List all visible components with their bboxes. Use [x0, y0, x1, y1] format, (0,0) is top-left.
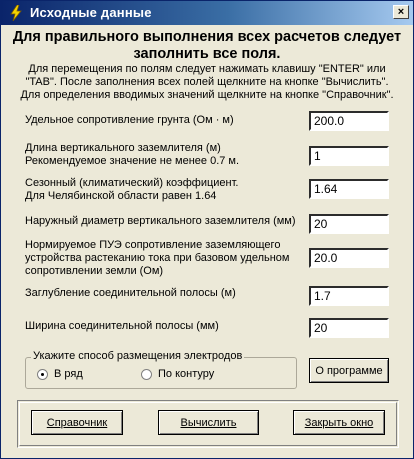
- strip-depth-input[interactable]: [309, 286, 389, 306]
- normative-resistance-label: Нормируемое ПУЭ сопротивление заземляющего устройства растеканию тока при базовом удельном сопротивлении земли (Ом): [25, 239, 290, 277]
- electrode-diameter-label: Наружный диаметр вертикального заземлителя (мм): [25, 215, 296, 227]
- close-button-label: Закрыть окно: [304, 416, 374, 429]
- heading-line-2: заполнить все поля.: [133, 46, 281, 62]
- calculate-button[interactable]: [158, 410, 259, 435]
- seasonal-coefficient-label: Сезонный (климатический) коэффициент. Для Челябинской области равен 1.64: [25, 177, 239, 202]
- close-window-icon[interactable]: ×: [393, 5, 409, 19]
- title-bar[interactable]: [1, 1, 413, 25]
- calculate-button-label: Вычислить: [180, 416, 237, 429]
- electrode-placement-legend: Укажите способ размещения электродов: [33, 350, 243, 362]
- soil-resistivity-input[interactable]: [309, 111, 389, 131]
- radio-in-row-label: В ряд: [54, 368, 83, 380]
- window-title: Исходные данные: [30, 5, 152, 20]
- instructions-line-1: Для перемещения по полям следует нажимать клавишу "ENTER" или: [28, 63, 386, 75]
- soil-resistivity-label: Удельное сопротивление грунта (Ом · м): [25, 114, 234, 126]
- reference-button-label: Справочник: [46, 416, 108, 429]
- lightning-icon: [8, 5, 24, 21]
- close-button[interactable]: [293, 410, 385, 435]
- seasonal-coefficient-input[interactable]: [309, 179, 389, 199]
- strip-width-input[interactable]: [309, 318, 389, 338]
- strip-depth-label: Заглубление соединительной полосы (м): [25, 287, 236, 299]
- reference-button[interactable]: [31, 410, 123, 435]
- normative-resistance-input[interactable]: [309, 248, 389, 268]
- page-heading: [1, 29, 413, 63]
- strip-width-label: Ширина соединительной полосы (мм): [25, 320, 219, 332]
- radio-contour-label: По контуру: [158, 368, 215, 380]
- instructions-line-2: "TAB". После заполнения всех полей щелкните на кнопке "Вычислить".: [25, 76, 389, 88]
- radio-unselected-icon[interactable]: [141, 369, 152, 380]
- electrode-length-label: Длина вертикального заземлителя (м) Рекомендуемое значение не менее 0.7 м.: [25, 142, 240, 167]
- instructions-line-3: Для определения вводимых значений щелкните на кнопке "Справочник".: [20, 89, 394, 101]
- instructions-text: [1, 63, 413, 102]
- electrode-diameter-input[interactable]: [309, 214, 389, 234]
- radio-contour[interactable]: [141, 368, 214, 380]
- about-button[interactable]: О программе: [309, 358, 389, 383]
- electrode-length-input[interactable]: [309, 146, 389, 166]
- radio-selected-icon[interactable]: [37, 369, 48, 380]
- heading-line-1: Для правильного выполнения всех расчетов следует: [12, 29, 402, 45]
- radio-in-row[interactable]: [37, 368, 83, 380]
